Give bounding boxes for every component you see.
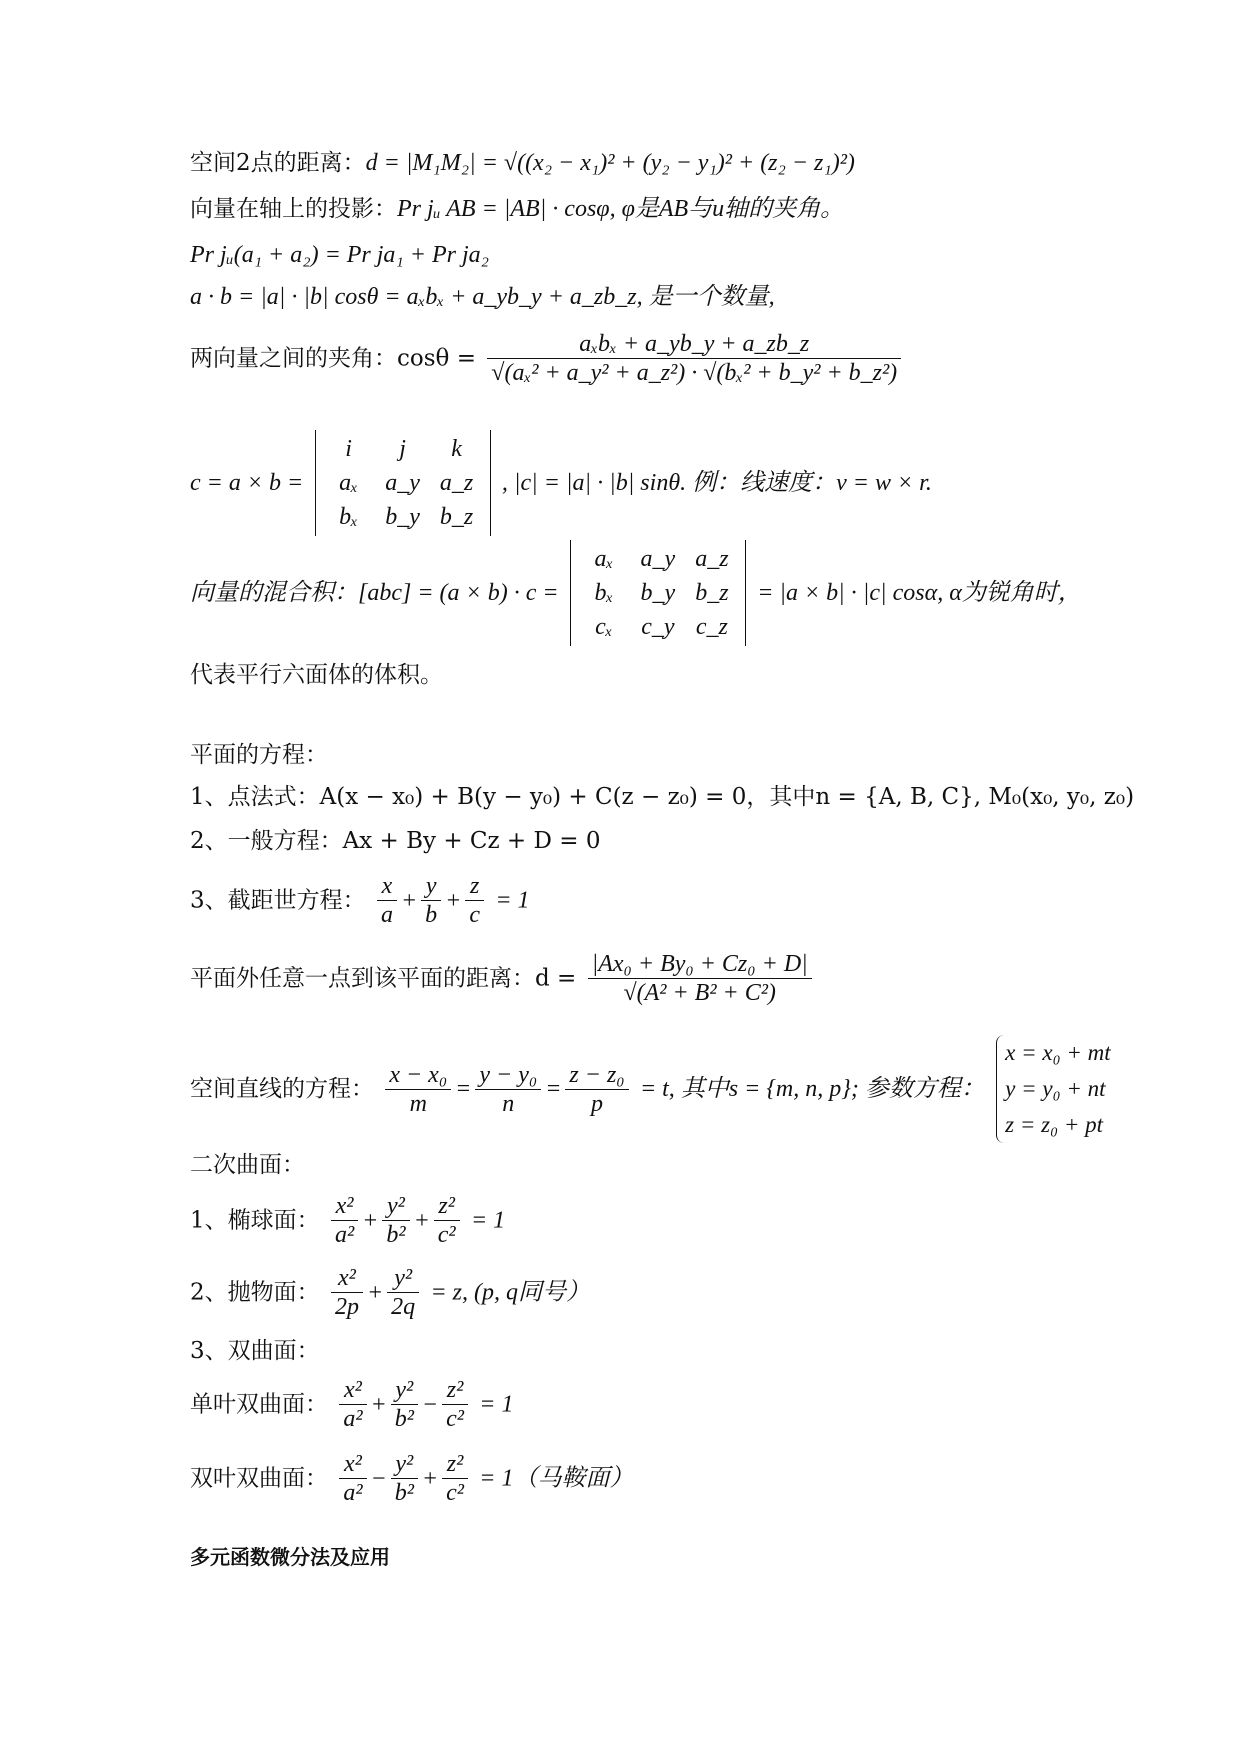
denominator: c²: [446, 1480, 464, 1506]
numerator: z − z₀: [565, 1061, 628, 1090]
denominator: a: [380, 902, 393, 928]
operator: −: [370, 1465, 387, 1492]
det-cell: bₓ: [594, 580, 614, 606]
denominator: a²: [343, 1480, 363, 1506]
hyperboloid-one-sheet: 单叶双曲面： $\frac{\text{x²}}{\text{a²}}$ + $\frac{\text{y²}}{\text{b²}}$ − $\frac{\text{z²}}{\text{c²}}$ = 1: [190, 1377, 514, 1432]
fraction: [339, 1450, 366, 1507]
line-fractions: [381, 1061, 632, 1117]
numerator: y²: [391, 1376, 418, 1405]
fraction: [339, 1376, 366, 1433]
point-normal-form: 1、点法式：A(x − x₀) + B(y − y₀) + C(z − z₀) = 0，其中n = {A, B, C}, M₀(x₀, y₀, z₀): [190, 784, 1135, 810]
numerator: y²: [391, 1450, 418, 1479]
fraction: [475, 1061, 541, 1118]
plane-title: 平面的方程：: [190, 742, 328, 768]
denominator: b²: [394, 1406, 414, 1432]
quadric-title: 二次曲面：: [190, 1152, 305, 1178]
operator: −: [421, 1391, 439, 1418]
det-cell: i: [345, 436, 352, 462]
mixed-product-line: 向量的混合积：[abc] = (a × b) · c = aₓ a_y a_z bₓ b_y b_z cₓ c_y c_z = |a × b| · |c| cosα, α为锐角时，: [190, 540, 1082, 646]
det-cell: c_y: [641, 614, 675, 640]
distance-line: 空间2点的距离：d = |M₁M₂| = √((x₂ − x₁)² + (y₂ − y₁)² + (z₂ − z₁)²): [190, 150, 855, 176]
det-cell: j: [399, 436, 406, 462]
ellipsoid: 1、椭球面： $\frac{\text{x²}}{\text{a²}}$ + $\frac{\text{y²}}{\text{b²}}$ + $\frac{\text{z²}}{\text{c²}}$ = 1: [190, 1193, 506, 1248]
numerator: x: [377, 872, 397, 901]
numerator: y − y₀: [475, 1061, 541, 1090]
det-cell: a_y: [385, 470, 420, 496]
hyper2-fractions: [335, 1451, 472, 1506]
operator: +: [362, 1207, 379, 1234]
fraction: [387, 1264, 419, 1321]
det-cell: k: [451, 436, 462, 462]
det-cell: b_y: [640, 580, 676, 606]
numerator: z: [465, 872, 484, 901]
ellipsoid-fractions: [327, 1193, 464, 1248]
fraction: [377, 872, 397, 929]
fraction: [331, 1192, 358, 1249]
space-line-equation: 空间直线的方程： $\frac{\text{x − x₀}}{m}$ = $\frac{\text{y − y₀}}{n}$ = $\frac{\text{z − z₀}}{p}$ = t, 其中s = {m, n, p}; 参数方程： x = x₀ + mt y = y₀ + nt z = z₀ + pt: [190, 1035, 1111, 1143]
fraction: [442, 1450, 468, 1507]
denominator: a²: [334, 1222, 355, 1248]
denominator: a²: [343, 1406, 363, 1432]
numerator: z²: [442, 1376, 468, 1405]
intercept-fractions: [373, 873, 488, 928]
det-cell: b_y: [385, 504, 420, 530]
mixed-product-determinant: [570, 540, 746, 646]
operator: +: [413, 1207, 430, 1234]
denominator: b²: [394, 1480, 414, 1506]
point-plane-distance: 平面外任意一点到该平面的距离：d = $\frac{\text{|Ax₀ + By₀ + Cz₀ + D|}}{\text{√(A² + B² + C²)}}$: [190, 950, 816, 1007]
det-cell: bₓ: [339, 504, 358, 530]
parametric-system: x = x₀ + mt y = y₀ + nt z = z₀ + pt: [996, 1035, 1110, 1143]
operator: +: [366, 1279, 384, 1306]
det-cell: aₓ: [594, 546, 614, 572]
angle-line: 两向量之间的夹角：cosθ = $\frac{\text{aₓbₓ + a\_yb\_y + a\_zb\_z}}{\text{√(aₓ² + a\_y² + a\_z²) · √(bₓ² + b\_y² + b\_z²)}}$: [190, 330, 905, 387]
distance-formula: d = |M₁M₂| = √((x₂ − x₁)² + (y₂ − y₁)² + (z₂ − z₁)²): [365, 150, 855, 176]
projection-line: 向量在轴上的投影：Pr jᵤ AB = |AB| · cosφ, φ是AB与u轴的夹角。: [190, 196, 845, 222]
denominator: b: [425, 902, 438, 928]
projection-formula: Pr jᵤ AB = |AB| · cosφ, φ是AB与u轴的夹角。: [397, 196, 845, 222]
paraboloid-fractions: [327, 1265, 423, 1320]
operator: =: [545, 1076, 562, 1102]
numerator: y²: [387, 1264, 419, 1293]
det-cell: c_z: [695, 614, 728, 640]
distance-fraction: $\frac{\text{|Ax₀ + By₀ + Cz₀ + D|}}{\text{√(A² + B² + C²)}}$: [588, 950, 812, 1007]
fraction: [385, 1061, 451, 1118]
denominator: m: [409, 1090, 427, 1117]
numerator: y: [421, 872, 441, 901]
denominator: 2q: [391, 1294, 416, 1320]
hyper1-fractions: [335, 1377, 472, 1432]
general-form: 2、一般方程：Ax + By + Cz + D = 0: [190, 828, 601, 854]
projection-sum-formula: Pr jᵤ(a₁ + a₂) = Pr ja₁ + Pr ja₂: [190, 242, 489, 268]
numerator: x²: [339, 1376, 366, 1405]
numerator: y²: [382, 1192, 409, 1221]
fraction: [565, 1061, 628, 1118]
det-cell: a_y: [640, 546, 676, 572]
volume-note: 代表平行六面体的体积。: [190, 662, 443, 688]
paraboloid: 2、抛物面： $\frac{\text{x²}}{2p}$ + $\frac{\text{y²}}{2q}$ = z, (p, q同号）: [190, 1265, 590, 1320]
operator: +: [400, 887, 418, 914]
det-cell: cₓ: [595, 614, 613, 640]
denominator: p: [591, 1090, 604, 1117]
dot-product-line: [190, 282, 775, 312]
det-cell: b_z: [439, 504, 474, 530]
cross-product-line: c = a × b = i j k aₓ a_y a_z bₓ b_y b_z , |c| = |a| · |b| sinθ. 例：线速度：v = w × r.: [190, 430, 932, 536]
section-title: 多元函数微分法及应用: [190, 1545, 390, 1569]
fraction: [391, 1376, 418, 1433]
numerator: z²: [434, 1192, 460, 1221]
denominator: 2p: [334, 1294, 359, 1320]
fraction: [421, 872, 441, 929]
det-cell: aₓ: [339, 470, 358, 496]
det-cell: a_z: [695, 546, 729, 572]
fraction: [382, 1192, 409, 1249]
operator: +: [445, 887, 462, 914]
dot-product-formula: a · b = |a| · |b| cosθ = aₓbₓ + a_yb_y + a_zb_z, 是一个数量,: [190, 284, 775, 310]
denominator: c: [469, 902, 481, 928]
det-cell: a_z: [439, 470, 474, 496]
fraction: [434, 1192, 460, 1249]
numerator: x²: [331, 1192, 358, 1221]
numerator: x − x₀: [385, 1061, 451, 1090]
denominator: b²: [386, 1222, 406, 1248]
denominator: c²: [446, 1406, 464, 1432]
cross-product-determinant: [315, 430, 491, 536]
numerator: x²: [339, 1450, 366, 1479]
fraction: [391, 1450, 418, 1507]
numerator: z²: [442, 1450, 468, 1479]
intercept-form: 3、截距世方程： $\frac{x}{a}$ + $\frac{y}{b}$ + $\frac{z}{c}$ = 1: [190, 873, 530, 928]
det-cell: b_z: [695, 580, 729, 606]
operator: +: [370, 1391, 387, 1418]
denominator: n: [502, 1090, 515, 1117]
hyperboloid-two-sheet: 双叶双曲面： $\frac{\text{x²}}{\text{a²}}$ − $\frac{\text{y²}}{\text{b²}}$ + $\frac{\text{z²}}{\text{c²}}$ = 1（马鞍面）: [190, 1451, 634, 1506]
fraction: [331, 1264, 363, 1321]
numerator: x²: [331, 1264, 363, 1293]
projection-sum-line: [190, 240, 489, 270]
fraction: [465, 872, 484, 929]
operator: =: [455, 1076, 472, 1102]
operator: +: [421, 1465, 439, 1492]
angle-fraction: $\frac{\text{aₓbₓ + a\_yb\_y + a\_zb\_z}}{\text{√(aₓ² + a\_y² + a\_z²) · √(bₓ² + b\_y² + b\_z²)}}$: [487, 330, 901, 387]
denominator: c²: [437, 1222, 456, 1248]
hyperboloid-title: 3、双曲面：: [190, 1338, 320, 1364]
fraction: [442, 1376, 468, 1433]
